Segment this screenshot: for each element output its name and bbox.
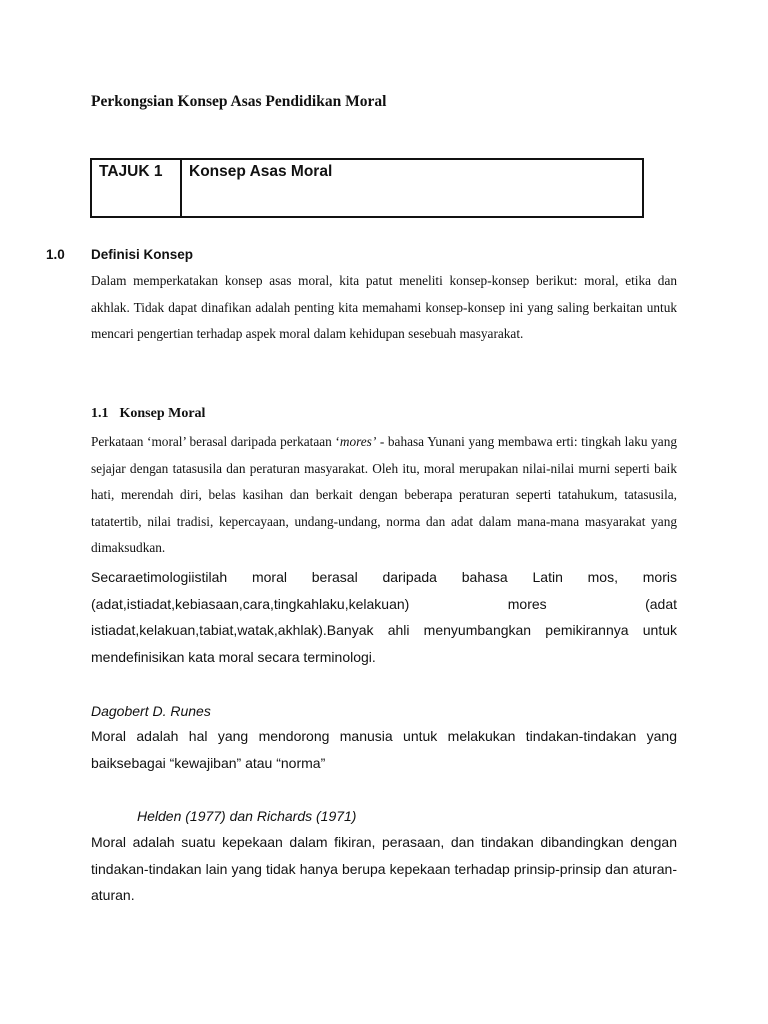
etimologi-paragraph: Secaraetimologiistilah moral berasal daripada bahasa Latin mos, moris (adat,istiadat,kebiasaan,cara,tingkahlaku,kelakuan) mores (adat istiadat,kelakuan,tabiat,watak,akhlak).Banyak ahli menyumbangkan pemikirannya untuk mendefinisikan kata moral secara terminologi. <box>91 569 677 666</box>
document-title: Perkongsian Konsep Asas Pendidikan Moral <box>91 93 387 110</box>
quote-text-helden-richards: Moral adalah suatu kepekaan dalam fikiran, perasaan, dan tindakan dibandingkan dengan tindakan-tindakan lain yang tidak hanya berupa kepekaan terhadap prinsip-prinsip dan aturan-aturan. <box>91 834 677 904</box>
tajuk-number: TAJUK 1 <box>92 160 182 216</box>
konsep-moral-paragraph <box>91 429 677 562</box>
tajuk-title: Konsep Asas Moral <box>189 163 333 180</box>
tajuk-table <box>90 158 644 218</box>
subsection-heading <box>91 406 205 422</box>
section-number: 1.0 <box>46 247 65 262</box>
quote-author-runes: Dagobert D. Runes <box>91 703 211 719</box>
definisi-paragraph: Dalam memperkatakan konsep asas moral, kita patut meneliti konsep-konsep berikut: moral, etika dan akhlak. Tidak dapat dinafikan adalah penting kita memahami konsep-konsep ini yang saling berkaitan untuk mencari pengertian terhadap aspek moral dalam kehidupan sesebuah masyarakat. <box>91 273 677 341</box>
subsection-number: 1.1 <box>91 406 109 421</box>
quote-author-helden-richards: Helden (1977) dan Richards (1971) <box>137 808 357 824</box>
konsep-moral-text-start: Perkataan ‘moral’ berasal daripada perkataan ‘ <box>91 434 340 449</box>
konsep-moral-text-end: - bahasa Yunani yang membawa erti: tingkah laku yang sejajar dengan tatasusila dan peraturan masyarakat. Oleh itu, moral merupakan nilai-nilai murni seperti baik hati, merendah diri, belas kasihan dan berkait dengan beberapa peraturan seperti tatahukum, tatasusila, tatatertib, nilai tradisi, kepercayaan, undang-undang, norma dan adat dalam mana-mana masyarakat yang dimaksudkan. <box>91 434 677 555</box>
quote-text-runes: Moral adalah hal yang mendorong manusia untuk melakukan tindakan-tindakan yang baiksebagai “kewajiban” atau “norma” <box>91 728 677 771</box>
mores-term: mores’ <box>339 434 377 449</box>
subsection-title: Konsep Moral <box>119 406 206 421</box>
section-heading: Definisi Konsep <box>91 247 194 262</box>
